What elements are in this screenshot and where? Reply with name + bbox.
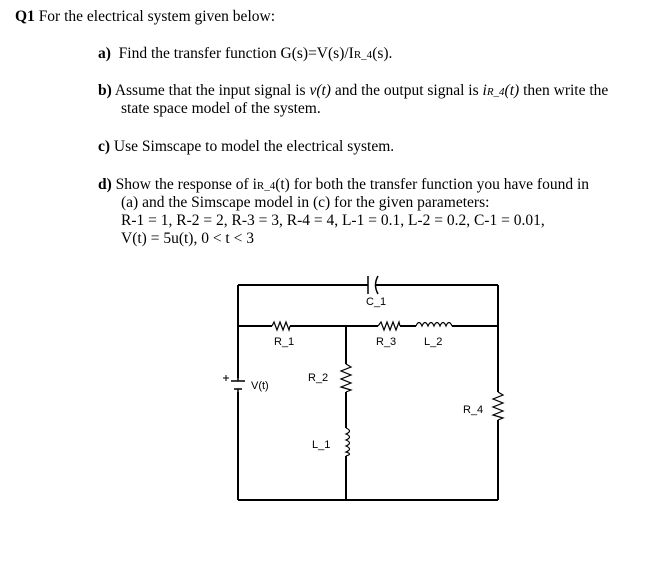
- resistor-r1: [272, 322, 290, 330]
- part-d-line3: R-1 = 1, R-2 = 2, R-3 = 3, R-4 = 4, L-1 = 0.1, L-2 = 0.2, C-1 = 0.01,: [121, 212, 545, 229]
- label-r1: R_1: [274, 336, 295, 348]
- resistor-r2: [341, 364, 351, 392]
- inductor-l1: [346, 428, 350, 456]
- part-b-line2: state space model of the system.: [121, 100, 321, 117]
- part-b-pre: Assume that the input signal is: [114, 82, 310, 99]
- part-d-line1-sub: R_4: [256, 180, 276, 192]
- label-l1: L_1: [312, 439, 331, 451]
- part-b-post: then write the: [519, 82, 609, 99]
- part-b-output-signal: i: [482, 82, 487, 99]
- part-b-output-tail: (t): [504, 82, 520, 99]
- inductor-l2: [416, 323, 452, 327]
- part-d-line1-pre: Show the response of i: [115, 176, 257, 193]
- part-d-line1-post: (t) for both the transfer function you have found in: [275, 176, 590, 193]
- part-a-tail: (s).: [372, 45, 393, 62]
- part-a-text: Find the transfer function G(s)=V(s)/I: [118, 45, 354, 62]
- part-c-label: c): [98, 138, 111, 155]
- label-r3: R_3: [376, 336, 397, 348]
- part-d-label: d): [98, 176, 112, 193]
- label-r2: R_2: [308, 372, 329, 384]
- resistor-r3: [378, 322, 400, 330]
- part-b-mid: and the output signal is: [330, 82, 483, 99]
- part-c-text: Use Simscape to model the electrical system.: [113, 138, 395, 155]
- part-a-sub: R_4: [353, 49, 373, 61]
- part-b-input-signal: v(t): [309, 82, 331, 99]
- label-v: V(t): [251, 380, 269, 392]
- label-c1: C_1: [366, 296, 387, 308]
- part-a-label: a): [98, 45, 111, 62]
- label-l2: L_2: [424, 336, 443, 348]
- part-b-output-sub: R_4: [486, 86, 505, 98]
- question-intro: For the electrical system given below:: [38, 8, 275, 25]
- part-d-line2: (a) and the Simscape model in (c) for the given parameters:: [121, 194, 490, 211]
- label-r4: R_4: [463, 404, 484, 416]
- part-b-label: b): [98, 82, 112, 99]
- part-d-line4: V(t) = 5u(t), 0 < t < 3: [121, 230, 254, 247]
- question-label: Q1: [15, 8, 35, 25]
